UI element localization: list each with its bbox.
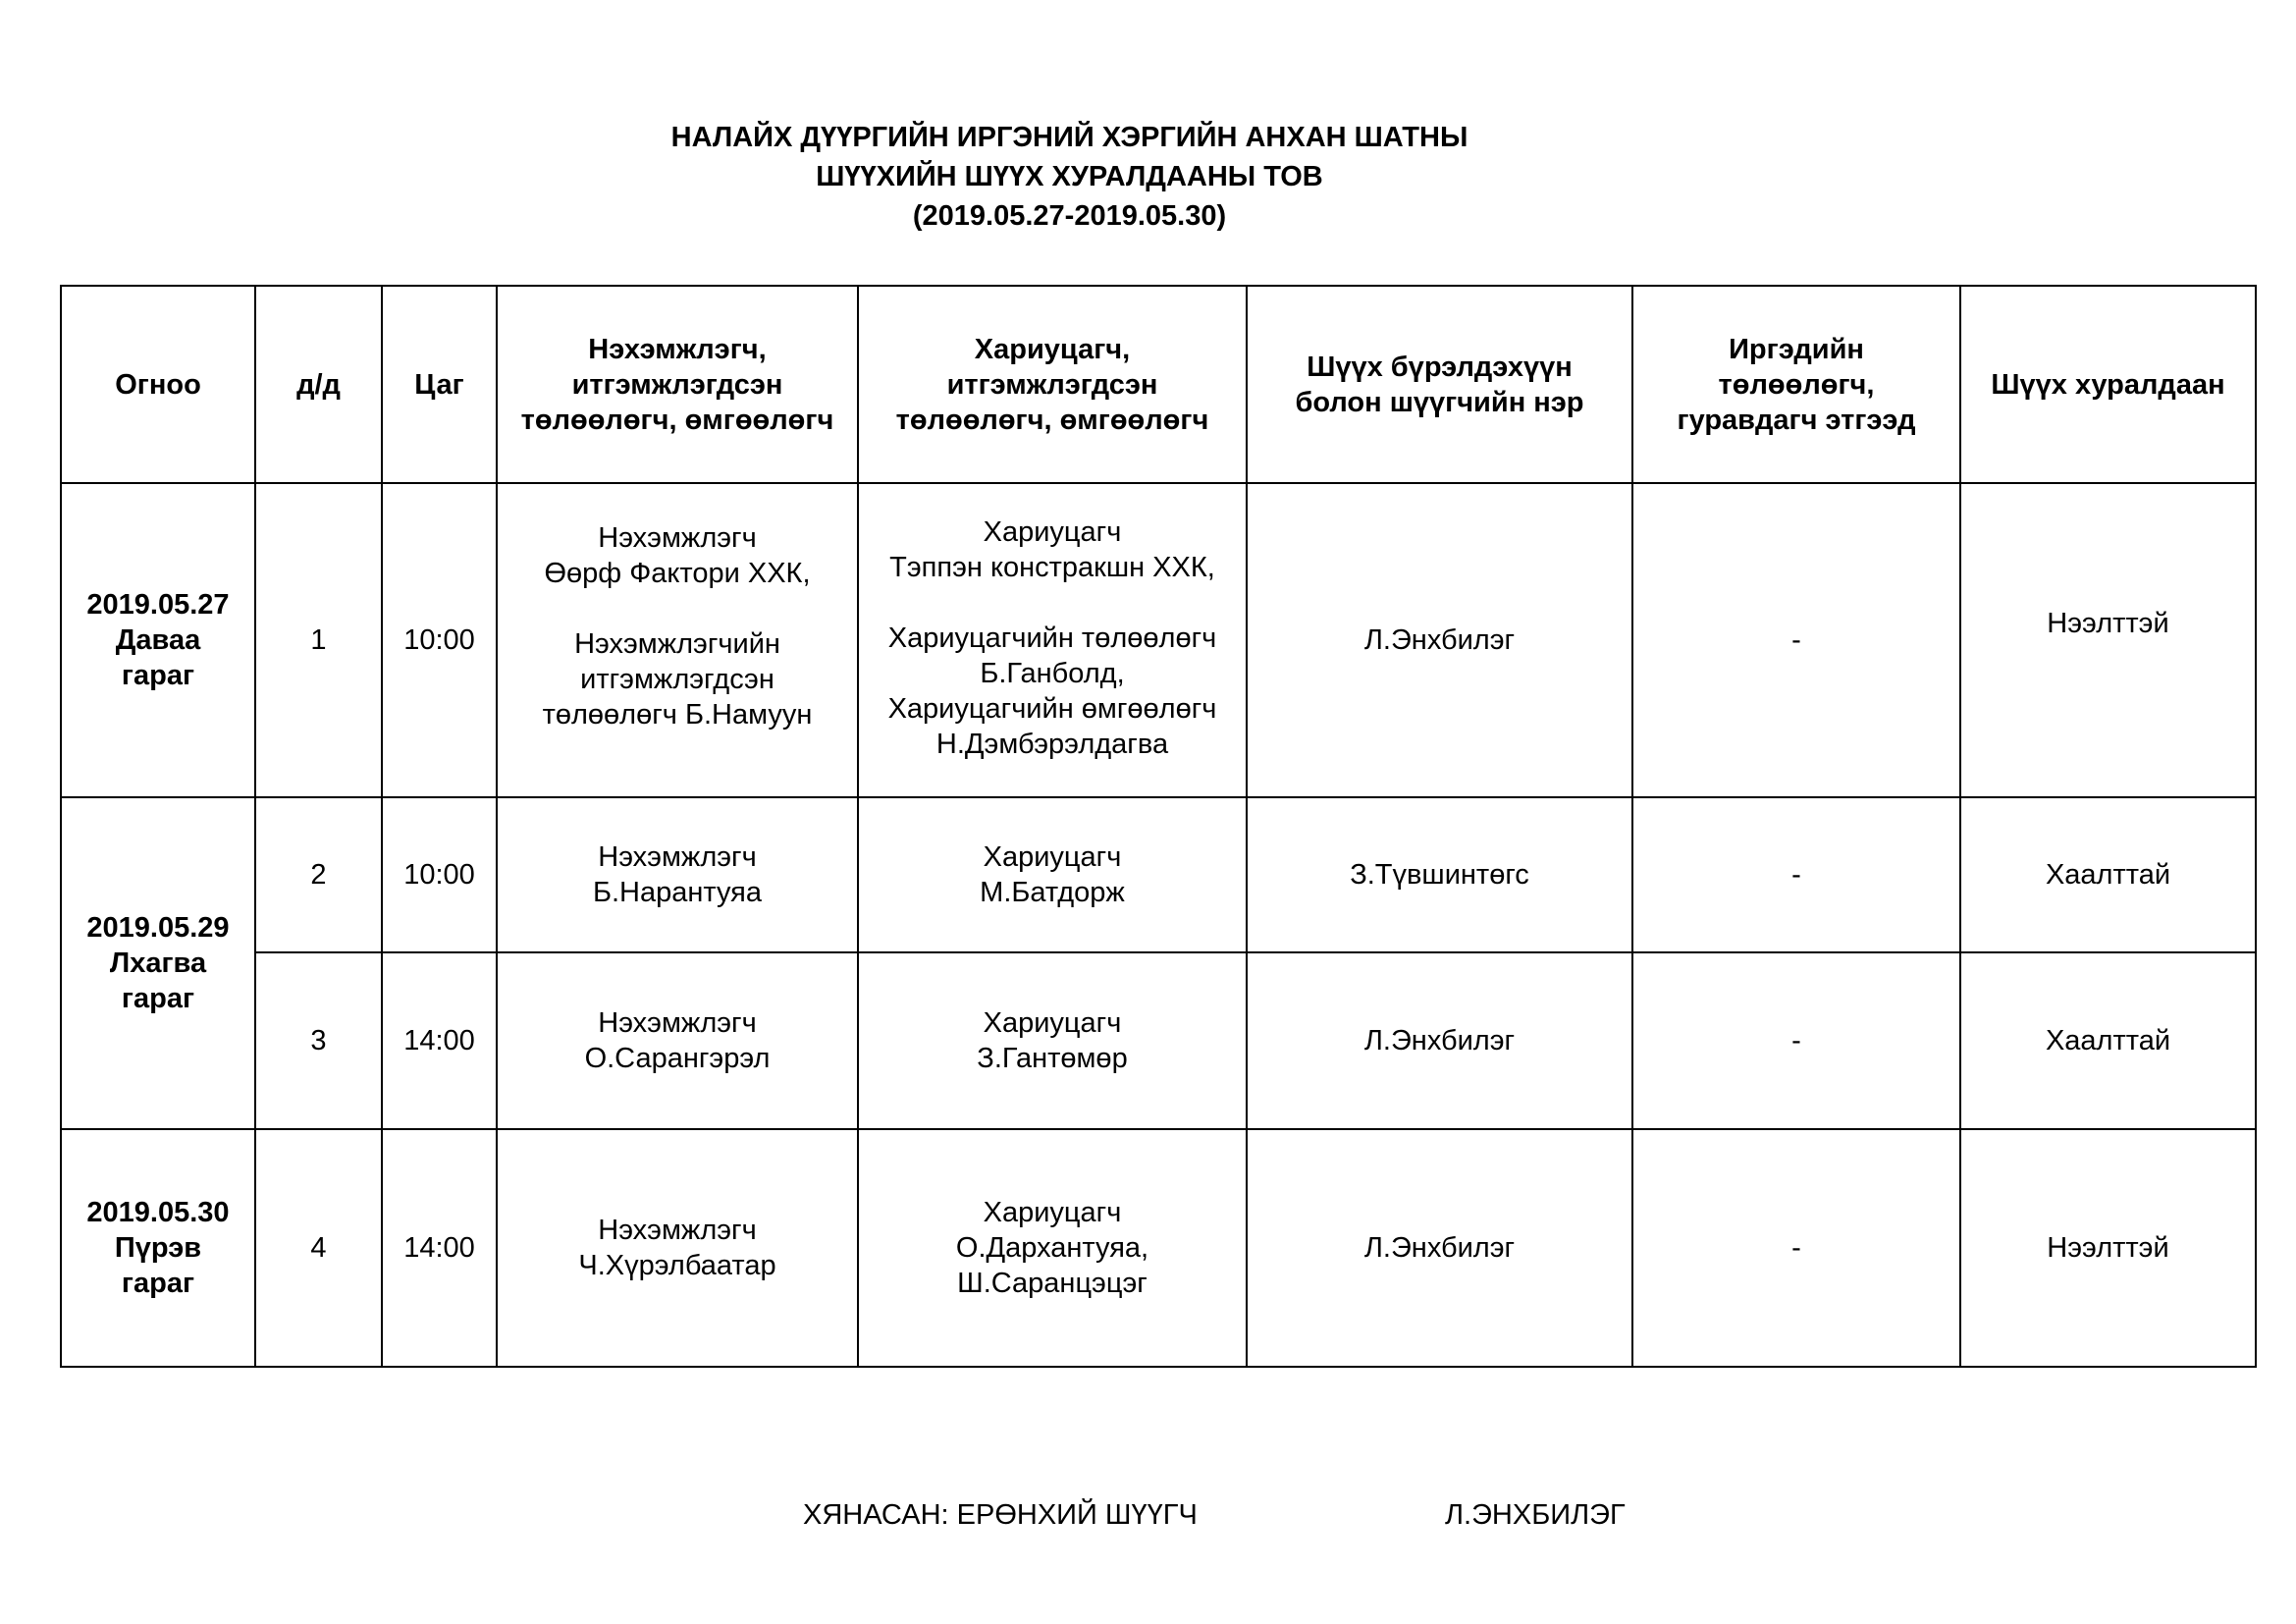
plaintiff-name: Нэхэмжлэгч Өөрф Фактори ХХК, [544, 522, 811, 589]
session-cell: Хаалттай [1960, 797, 2256, 952]
judge-cell: Л.Энхбилэг [1247, 483, 1632, 797]
table-row [61, 952, 2256, 1129]
defendant-cell [858, 483, 1247, 797]
date-cell: 2019.05.30 Пүрэв гараг [61, 1129, 255, 1367]
table-row [61, 1129, 2256, 1367]
title-date-range: (2019.05.27-2019.05.30) [912, 200, 1227, 232]
number-cell: 3 [255, 952, 382, 1129]
header-plaintiff: Нэхэмжлэгч, итгэмжлэгдсэн төлөөлөгч, өмгөөлөгч [497, 286, 858, 483]
defendant-representatives: Хариуцагчийн төлөөлөгч Б.Ганболд, Хариуцагчийн өмгөөлөгч Н.Дэмбэрэлдагва [887, 623, 1217, 760]
title-line-2: ШҮҮХИЙН ШҮҮХ ХУРАЛДААНЫ ТОВ [816, 161, 1323, 192]
defendant-cell: Хариуцагч О.Дархантуяа, Ш.Саранцэцэг [858, 1129, 1247, 1367]
third-party-cell: - [1632, 952, 1960, 1129]
time-cell: 14:00 [382, 952, 497, 1129]
judge-cell: Л.Энхбилэг [1247, 952, 1632, 1129]
header-defendant: Хариуцагч, итгэмжлэгдсэн төлөөлөгч, өмгөөлөгч [858, 286, 1247, 483]
header-session: Шүүх хуралдаан [1960, 286, 2256, 483]
number-cell: 4 [255, 1129, 382, 1367]
judge-cell: Л.Энхбилэг [1247, 1129, 1632, 1367]
chief-judge-name: Л.ЭНХБИЛЭГ [1445, 1499, 1626, 1531]
third-party-cell: - [1632, 483, 1960, 797]
defendant-name: Хариуцагч Тэппэн констракшн ХХК, [889, 516, 1215, 583]
header-judge: Шүүх бүрэлдэхүүн болон шүүгчийн нэр [1247, 286, 1632, 483]
header-time: Цаг [382, 286, 497, 483]
plaintiff-cell [497, 483, 858, 797]
header-number: д/д [255, 286, 382, 483]
date-cell: 2019.05.29 Лхагва гараг [61, 797, 255, 1129]
judge-cell: З.Түвшинтөгс [1247, 797, 1632, 952]
session-cell: Хаалттай [1960, 952, 2256, 1129]
defendant-cell: Хариуцагч З.Гантөмөр [858, 952, 1247, 1129]
hearing-schedule-table [60, 285, 2257, 1368]
document-title [157, 118, 2296, 236]
header-third-party: Иргэдийн төлөөлөгч, гуравдагч этгээд [1632, 286, 1960, 483]
third-party-cell: - [1632, 797, 1960, 952]
table-header-row [61, 286, 2256, 483]
session-cell: Нээлттэй [1960, 1129, 2256, 1367]
defendant-cell: Хариуцагч М.Батдорж [858, 797, 1247, 952]
plaintiff-representative: Нэхэмжлэгчийн итгэмжлэгдсэн төлөөлөгч Б.Намуун [542, 628, 813, 731]
reviewed-by-label: ХЯНАСАН: ЕРӨНХИЙ ШҮҮГЧ [803, 1499, 1198, 1531]
number-cell: 1 [255, 483, 382, 797]
third-party-cell: - [1632, 1129, 1960, 1367]
plaintiff-cell: Нэхэмжлэгч О.Сарангэрэл [497, 952, 858, 1129]
time-cell: 14:00 [382, 1129, 497, 1367]
time-cell: 10:00 [382, 483, 497, 797]
header-date: Огноо [61, 286, 255, 483]
number-cell: 2 [255, 797, 382, 952]
title-line-1: НАЛАЙХ ДҮҮРГИЙН ИРГЭНИЙ ХЭРГИЙН АНХАН ШАТНЫ [670, 122, 1468, 153]
time-cell: 10:00 [382, 797, 497, 952]
table-row [61, 797, 2256, 952]
table-row [61, 483, 2256, 797]
plaintiff-cell: Нэхэмжлэгч Б.Нарантуяа [497, 797, 858, 952]
plaintiff-cell: Нэхэмжлэгч Ч.Хүрэлбаатар [497, 1129, 858, 1367]
date-cell: 2019.05.27 Даваа гараг [61, 483, 255, 797]
session-cell: Нээлттэй [1960, 483, 2256, 797]
